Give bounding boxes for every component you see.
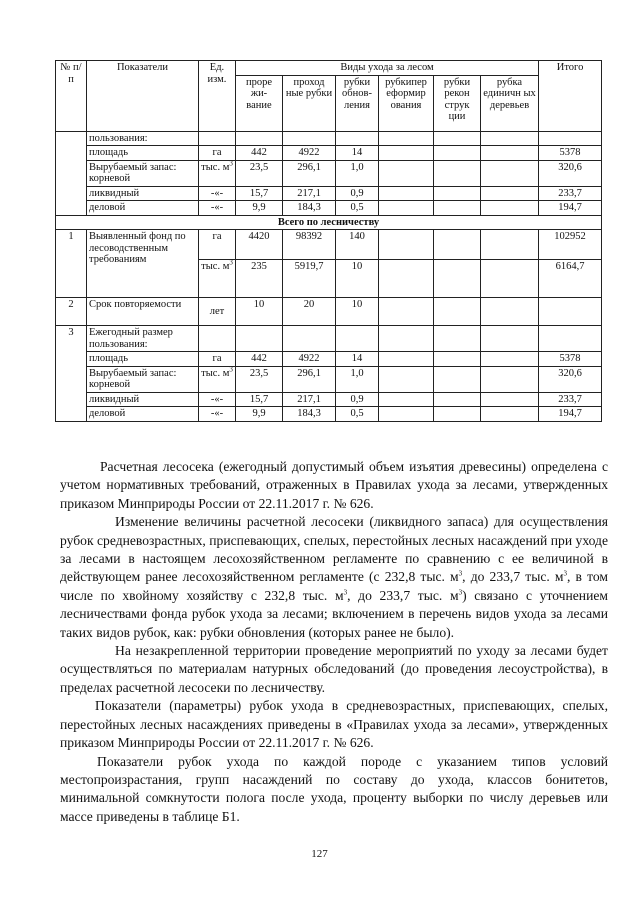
table-row: ликвидный -«- 15,7 217,1 0,9 233,7: [56, 392, 602, 407]
header-type-reconstruction: рубки рекон струк ции: [434, 75, 481, 131]
paragraph: На незакрепленной территории проведение мероприятий по уходу за лесами будет осуществляться по материалам натурных обследований (до проведения лесоустройства), в пределах расчетной лесосеки по лесничеству.: [60, 643, 608, 695]
table-row: Вырубаемый запас: корневой тыс. $м^3$ 23,5 296,1 1,0 320,6: [56, 366, 602, 392]
table-row: площадь га 442 4922 14 5378: [56, 352, 602, 367]
header-total: Итого: [539, 61, 602, 132]
header-types-title: Виды ухода за лесом: [236, 61, 539, 76]
table-row: пользования:: [56, 131, 602, 146]
paragraph: Расчетная лесосека (ежегодный допустимый объем изъятия древесины) определена с учетом нормативных требований, отраженных в Правилах ухода за лесами, утвержденных приказом Минприроды России от 22.11.2017 г. № 626.: [60, 459, 608, 511]
table-row: деловой -«- 9,9 184,3 0,5 194,7: [56, 201, 602, 216]
table-row: площадь га 442 4922 14 5378: [56, 146, 602, 161]
table-row: 3 Ежегодный размер пользования:: [56, 326, 602, 352]
table-section-row: [56, 215, 602, 230]
table-row: деловой -«- 9,9 184,3 0,5 194,7: [56, 407, 602, 422]
paragraph: Показатели (параметры) рубок ухода в средневозрастных, приспевающих, спелых, перестойных лесных насаждениях приведены в «Правилах ухода за лесами», утвержденных приказом Минприроды России от 22.11.2017 г. № 626.: [60, 698, 608, 751]
forest-care-table: [55, 60, 602, 422]
header-unit: Ед. изм.: [199, 61, 236, 132]
paragraph: Изменение величины расчетной лесосеки (ликвидного запаса) для осуществления рубок средневозрастных, приспевающих, спелых, перестойных лесных насаждений при уходе за лесами в настоящем лесохозяйственном регламенте по сравнению с ее величиной в действующем ранее лесохозяйственном регламенте (с 232,8 тыс. $м^3$, до 233,7 тыс. $м^3$, в том числе по хвойному хозяйству с 232,8 тыс. $м^3$, до 233,7 тыс. $м^3$) связано с уточнением лесничествами фонда рубок ухода за лесами; включением в перечень видов ухода за лесами таких видов рубок, как: рубки обновления (которых ранее не было).: [60, 514, 609, 640]
page-number: 127: [311, 848, 328, 860]
table-row: тыс. $м^3$ 235 5919,7 10 6164,7: [56, 260, 602, 298]
header-type-thinning: проре жи- вание: [236, 75, 283, 131]
table-row: ликвидный -«- 15,7 217,1 0,9 233,7: [56, 186, 602, 201]
body-text: [60, 458, 608, 826]
header-type-passage: проход ные рубки: [283, 75, 336, 131]
header-type-single-tree: рубка единичн ых деревьев: [481, 75, 539, 131]
table-row: 2 Срок повторяемости лет 10 20 10: [56, 298, 602, 326]
header-indicator: Показатели: [87, 61, 199, 132]
table-row: Вырубаемый запас: корневой тыс. $м^3$ 23,5 296,1 1,0 320,6: [56, 160, 602, 186]
table-row: 1 Выявленный фонд по лесоводственным требованиям га 4420 98392 140 102952: [56, 230, 602, 260]
section-title: Всего по лесничеству: [56, 215, 602, 230]
paragraph: Показатели рубок ухода по каждой породе с указанием типов условий местопроизрастания, групп насаждений по составу до ухода, классов бонитетов, минимальной сомкнутости полога после ухода, проценту выборки по числу деревьев или массе приведены в таблице Б1.: [60, 753, 608, 824]
header-num: № п/п: [56, 61, 87, 132]
header-type-reformation: рубкипер еформир ования: [379, 75, 434, 131]
table-header-row: [56, 61, 602, 76]
header-type-renewal: рубки обнов- ления: [336, 75, 379, 131]
